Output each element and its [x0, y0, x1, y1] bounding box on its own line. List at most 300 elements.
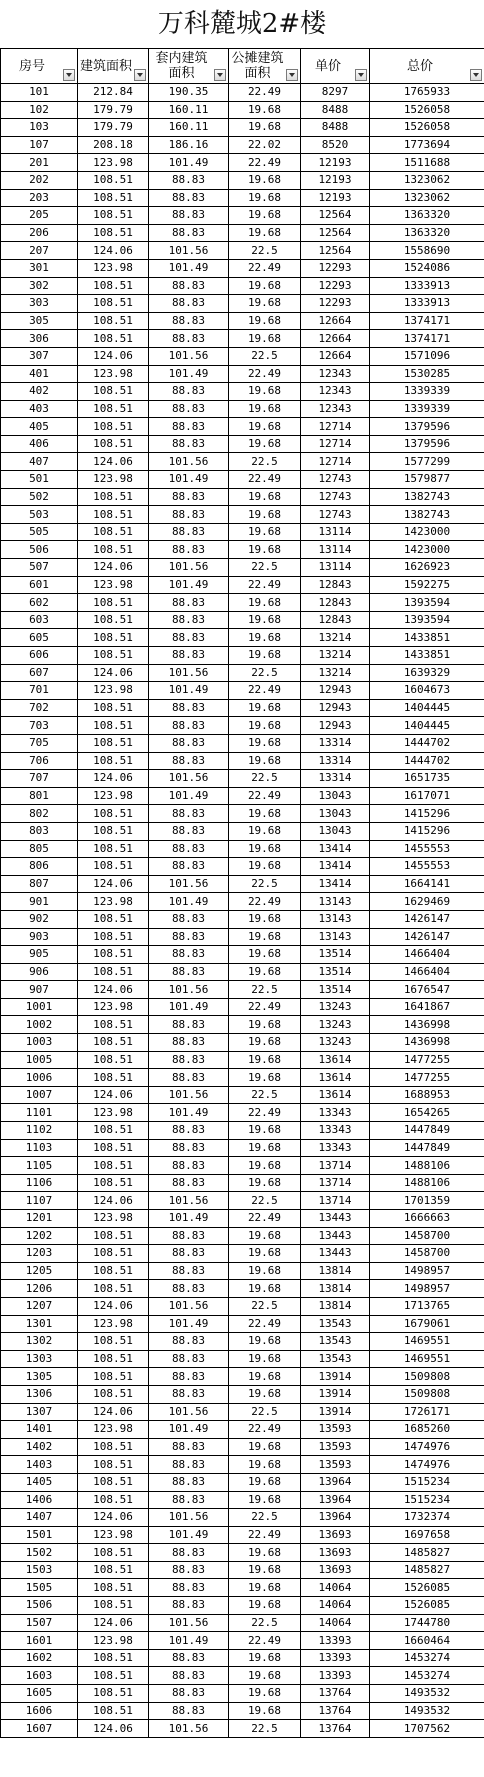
cell-shared-area[interactable]: 19.68 [229, 1333, 301, 1351]
cell-unit-price[interactable]: 12343 [301, 400, 370, 418]
cell-shared-area[interactable]: 22.5 [229, 1192, 301, 1210]
cell-inner-area[interactable]: 88.83 [149, 858, 229, 876]
cell-building-area[interactable]: 108.51 [78, 858, 149, 876]
cell-inner-area[interactable]: 88.83 [149, 1051, 229, 1069]
cell-room-no[interactable]: 1006 [1, 1069, 78, 1087]
cell-unit-price[interactable]: 12193 [301, 189, 370, 207]
cell-unit-price[interactable]: 13514 [301, 963, 370, 981]
cell-inner-area[interactable]: 88.83 [149, 383, 229, 401]
cell-total-price[interactable]: 1339339 [370, 383, 484, 401]
cell-building-area[interactable]: 108.51 [78, 1685, 149, 1703]
cell-unit-price[interactable]: 13593 [301, 1456, 370, 1474]
cell-inner-area[interactable]: 88.83 [149, 928, 229, 946]
cell-building-area[interactable]: 108.51 [78, 910, 149, 928]
cell-shared-area[interactable]: 19.68 [229, 734, 301, 752]
cell-building-area[interactable]: 108.51 [78, 1139, 149, 1157]
cell-total-price[interactable]: 1526085 [370, 1597, 484, 1615]
cell-total-price[interactable]: 1379596 [370, 418, 484, 436]
cell-total-price[interactable]: 1423000 [370, 541, 484, 559]
cell-inner-area[interactable]: 88.83 [149, 1544, 229, 1562]
cell-room-no[interactable]: 1406 [1, 1491, 78, 1509]
cell-inner-area[interactable]: 88.83 [149, 295, 229, 313]
cell-inner-area[interactable]: 101.56 [149, 770, 229, 788]
cell-inner-area[interactable]: 88.83 [149, 629, 229, 647]
cell-total-price[interactable]: 1404445 [370, 717, 484, 735]
cell-total-price[interactable]: 1382743 [370, 488, 484, 506]
cell-total-price[interactable]: 1466404 [370, 963, 484, 981]
cell-room-no[interactable]: 403 [1, 400, 78, 418]
cell-unit-price[interactable]: 13143 [301, 928, 370, 946]
cell-total-price[interactable]: 1477255 [370, 1051, 484, 1069]
cell-unit-price[interactable]: 13593 [301, 1438, 370, 1456]
cell-building-area[interactable]: 108.51 [78, 1368, 149, 1386]
cell-shared-area[interactable]: 19.68 [229, 1157, 301, 1175]
cell-room-no[interactable]: 702 [1, 699, 78, 717]
cell-total-price[interactable]: 1485827 [370, 1561, 484, 1579]
cell-building-area[interactable]: 108.51 [78, 1069, 149, 1087]
cell-unit-price[interactable]: 12564 [301, 224, 370, 242]
cell-unit-price[interactable]: 13914 [301, 1368, 370, 1386]
cell-total-price[interactable]: 1404445 [370, 699, 484, 717]
cell-inner-area[interactable]: 88.83 [149, 840, 229, 858]
cell-total-price[interactable]: 1515234 [370, 1473, 484, 1491]
cell-room-no[interactable]: 1503 [1, 1561, 78, 1579]
cell-shared-area[interactable]: 22.49 [229, 1421, 301, 1439]
cell-inner-area[interactable]: 160.11 [149, 119, 229, 137]
cell-inner-area[interactable]: 160.11 [149, 101, 229, 119]
cell-unit-price[interactable]: 12714 [301, 453, 370, 471]
cell-shared-area[interactable]: 19.68 [229, 1051, 301, 1069]
cell-total-price[interactable]: 1697658 [370, 1526, 484, 1544]
cell-room-no[interactable]: 1407 [1, 1509, 78, 1527]
cell-inner-area[interactable]: 101.56 [149, 559, 229, 577]
cell-total-price[interactable]: 1436998 [370, 1034, 484, 1052]
cell-inner-area[interactable]: 190.35 [149, 84, 229, 102]
cell-total-price[interactable]: 1558690 [370, 242, 484, 260]
cell-inner-area[interactable]: 88.83 [149, 1685, 229, 1703]
cell-unit-price[interactable]: 13143 [301, 893, 370, 911]
cell-unit-price[interactable]: 13393 [301, 1632, 370, 1650]
cell-building-area[interactable]: 124.06 [78, 347, 149, 365]
cell-room-no[interactable]: 601 [1, 576, 78, 594]
cell-shared-area[interactable]: 22.49 [229, 1526, 301, 1544]
cell-shared-area[interactable]: 19.68 [229, 928, 301, 946]
cell-building-area[interactable]: 108.51 [78, 963, 149, 981]
cell-room-no[interactable]: 207 [1, 242, 78, 260]
cell-total-price[interactable]: 1571096 [370, 347, 484, 365]
cell-total-price[interactable]: 1453274 [370, 1649, 484, 1667]
cell-unit-price[interactable]: 12843 [301, 594, 370, 612]
cell-total-price[interactable]: 1436998 [370, 1016, 484, 1034]
cell-unit-price[interactable]: 13714 [301, 1174, 370, 1192]
cell-inner-area[interactable]: 88.83 [149, 1333, 229, 1351]
cell-room-no[interactable]: 205 [1, 207, 78, 225]
cell-building-area[interactable]: 108.51 [78, 224, 149, 242]
cell-shared-area[interactable]: 19.68 [229, 1456, 301, 1474]
cell-inner-area[interactable]: 101.49 [149, 1632, 229, 1650]
cell-inner-area[interactable]: 88.83 [149, 1122, 229, 1140]
cell-shared-area[interactable]: 19.68 [229, 523, 301, 541]
cell-unit-price[interactable]: 14064 [301, 1597, 370, 1615]
cell-unit-price[interactable]: 13443 [301, 1227, 370, 1245]
cell-unit-price[interactable]: 13043 [301, 787, 370, 805]
cell-total-price[interactable]: 1524086 [370, 259, 484, 277]
cell-building-area[interactable]: 108.51 [78, 1174, 149, 1192]
cell-inner-area[interactable]: 101.56 [149, 347, 229, 365]
cell-building-area[interactable]: 108.51 [78, 629, 149, 647]
cell-unit-price[interactable]: 13814 [301, 1262, 370, 1280]
cell-building-area[interactable]: 108.51 [78, 1385, 149, 1403]
cell-shared-area[interactable]: 19.68 [229, 717, 301, 735]
cell-total-price[interactable]: 1339339 [370, 400, 484, 418]
cell-inner-area[interactable]: 88.83 [149, 1069, 229, 1087]
cell-unit-price[interactable]: 13693 [301, 1526, 370, 1544]
cell-room-no[interactable]: 806 [1, 858, 78, 876]
cell-room-no[interactable]: 1002 [1, 1016, 78, 1034]
cell-building-area[interactable]: 124.06 [78, 1192, 149, 1210]
cell-total-price[interactable]: 1333913 [370, 277, 484, 295]
cell-inner-area[interactable]: 88.83 [149, 1491, 229, 1509]
cell-inner-area[interactable]: 88.83 [149, 1667, 229, 1685]
cell-shared-area[interactable]: 22.5 [229, 347, 301, 365]
cell-unit-price[interactable]: 12743 [301, 471, 370, 489]
cell-total-price[interactable]: 1773694 [370, 136, 484, 154]
cell-room-no[interactable]: 101 [1, 84, 78, 102]
cell-room-no[interactable]: 1201 [1, 1210, 78, 1228]
cell-shared-area[interactable]: 19.68 [229, 1579, 301, 1597]
cell-shared-area[interactable]: 19.68 [229, 805, 301, 823]
cell-shared-area[interactable]: 22.5 [229, 453, 301, 471]
cell-shared-area[interactable]: 22.5 [229, 1614, 301, 1632]
cell-building-area[interactable]: 108.51 [78, 1350, 149, 1368]
cell-inner-area[interactable]: 88.83 [149, 189, 229, 207]
cell-building-area[interactable]: 108.51 [78, 1649, 149, 1667]
cell-shared-area[interactable]: 19.68 [229, 224, 301, 242]
cell-shared-area[interactable]: 19.68 [229, 171, 301, 189]
cell-shared-area[interactable]: 22.5 [229, 1509, 301, 1527]
cell-unit-price[interactable]: 13514 [301, 946, 370, 964]
cell-shared-area[interactable]: 19.68 [229, 1034, 301, 1052]
cell-building-area[interactable]: 108.51 [78, 1051, 149, 1069]
cell-shared-area[interactable]: 19.68 [229, 1667, 301, 1685]
cell-room-no[interactable]: 607 [1, 664, 78, 682]
cell-inner-area[interactable]: 88.83 [149, 1280, 229, 1298]
cell-inner-area[interactable]: 88.83 [149, 1139, 229, 1157]
cell-inner-area[interactable]: 101.56 [149, 1086, 229, 1104]
cell-room-no[interactable]: 1301 [1, 1315, 78, 1333]
cell-shared-area[interactable]: 19.68 [229, 1350, 301, 1368]
cell-total-price[interactable]: 1493532 [370, 1685, 484, 1703]
cell-unit-price[interactable]: 8488 [301, 119, 370, 137]
cell-inner-area[interactable]: 88.83 [149, 963, 229, 981]
cell-shared-area[interactable]: 22.5 [229, 559, 301, 577]
cell-unit-price[interactable]: 12943 [301, 717, 370, 735]
cell-room-no[interactable]: 1605 [1, 1685, 78, 1703]
cell-room-no[interactable]: 1007 [1, 1086, 78, 1104]
cell-shared-area[interactable]: 22.49 [229, 365, 301, 383]
cell-total-price[interactable]: 1629469 [370, 893, 484, 911]
cell-shared-area[interactable]: 19.68 [229, 1368, 301, 1386]
cell-room-no[interactable]: 1203 [1, 1245, 78, 1263]
cell-building-area[interactable]: 108.51 [78, 1034, 149, 1052]
cell-inner-area[interactable]: 101.49 [149, 471, 229, 489]
cell-total-price[interactable]: 1455553 [370, 840, 484, 858]
cell-unit-price[interactable]: 13214 [301, 664, 370, 682]
cell-inner-area[interactable]: 186.16 [149, 136, 229, 154]
cell-unit-price[interactable]: 13764 [301, 1720, 370, 1738]
cell-inner-area[interactable]: 88.83 [149, 400, 229, 418]
cell-building-area[interactable]: 108.51 [78, 647, 149, 665]
cell-inner-area[interactable]: 88.83 [149, 699, 229, 717]
cell-total-price[interactable]: 1530285 [370, 365, 484, 383]
cell-building-area[interactable]: 108.51 [78, 295, 149, 313]
cell-unit-price[interactable]: 13343 [301, 1104, 370, 1122]
cell-inner-area[interactable]: 88.83 [149, 224, 229, 242]
cell-unit-price[interactable]: 13443 [301, 1245, 370, 1263]
cell-building-area[interactable]: 123.98 [78, 1210, 149, 1228]
cell-inner-area[interactable]: 88.83 [149, 1438, 229, 1456]
cell-total-price[interactable]: 1744780 [370, 1614, 484, 1632]
cell-room-no[interactable]: 306 [1, 330, 78, 348]
cell-shared-area[interactable]: 19.68 [229, 1069, 301, 1087]
cell-shared-area[interactable]: 19.68 [229, 506, 301, 524]
cell-shared-area[interactable]: 19.68 [229, 1227, 301, 1245]
cell-building-area[interactable]: 108.51 [78, 435, 149, 453]
cell-shared-area[interactable]: 19.68 [229, 101, 301, 119]
cell-total-price[interactable]: 1447849 [370, 1122, 484, 1140]
cell-inner-area[interactable]: 88.83 [149, 1350, 229, 1368]
cell-unit-price[interactable]: 13393 [301, 1649, 370, 1667]
cell-unit-price[interactable]: 13964 [301, 1509, 370, 1527]
cell-shared-area[interactable]: 19.68 [229, 629, 301, 647]
cell-inner-area[interactable]: 88.83 [149, 312, 229, 330]
cell-building-area[interactable]: 108.51 [78, 822, 149, 840]
cell-total-price[interactable]: 1379596 [370, 435, 484, 453]
cell-room-no[interactable]: 1202 [1, 1227, 78, 1245]
cell-building-area[interactable]: 212.84 [78, 84, 149, 102]
cell-shared-area[interactable]: 22.49 [229, 682, 301, 700]
cell-inner-area[interactable]: 88.83 [149, 647, 229, 665]
cell-shared-area[interactable]: 19.68 [229, 1280, 301, 1298]
cell-building-area[interactable]: 108.51 [78, 506, 149, 524]
cell-inner-area[interactable]: 88.83 [149, 1597, 229, 1615]
cell-unit-price[interactable]: 13543 [301, 1315, 370, 1333]
cell-total-price[interactable]: 1426147 [370, 910, 484, 928]
cell-inner-area[interactable]: 101.49 [149, 1315, 229, 1333]
cell-total-price[interactable]: 1444702 [370, 734, 484, 752]
cell-unit-price[interactable]: 12343 [301, 365, 370, 383]
cell-total-price[interactable]: 1511688 [370, 154, 484, 172]
cell-building-area[interactable]: 123.98 [78, 1526, 149, 1544]
cell-inner-area[interactable]: 88.83 [149, 734, 229, 752]
cell-total-price[interactable]: 1488106 [370, 1157, 484, 1175]
cell-room-no[interactable]: 807 [1, 875, 78, 893]
cell-unit-price[interactable]: 13214 [301, 647, 370, 665]
cell-building-area[interactable]: 124.06 [78, 1297, 149, 1315]
cell-building-area[interactable]: 124.06 [78, 875, 149, 893]
cell-building-area[interactable]: 108.51 [78, 418, 149, 436]
cell-building-area[interactable]: 123.98 [78, 1632, 149, 1650]
cell-shared-area[interactable]: 19.68 [229, 295, 301, 313]
cell-unit-price[interactable]: 12293 [301, 295, 370, 313]
cell-shared-area[interactable]: 22.49 [229, 1315, 301, 1333]
cell-unit-price[interactable]: 12714 [301, 435, 370, 453]
cell-shared-area[interactable]: 19.68 [229, 1262, 301, 1280]
cell-shared-area[interactable]: 19.68 [229, 1649, 301, 1667]
cell-inner-area[interactable]: 88.83 [149, 1385, 229, 1403]
cell-building-area[interactable]: 108.51 [78, 541, 149, 559]
cell-inner-area[interactable]: 88.83 [149, 1368, 229, 1386]
cell-building-area[interactable]: 108.51 [78, 1122, 149, 1140]
cell-unit-price[interactable]: 13543 [301, 1350, 370, 1368]
cell-unit-price[interactable]: 13593 [301, 1421, 370, 1439]
cell-shared-area[interactable]: 22.49 [229, 1632, 301, 1650]
cell-room-no[interactable]: 902 [1, 910, 78, 928]
cell-total-price[interactable]: 1713765 [370, 1297, 484, 1315]
cell-room-no[interactable]: 501 [1, 471, 78, 489]
cell-shared-area[interactable]: 22.49 [229, 471, 301, 489]
cell-inner-area[interactable]: 88.83 [149, 418, 229, 436]
cell-unit-price[interactable]: 13243 [301, 998, 370, 1016]
cell-total-price[interactable]: 1660464 [370, 1632, 484, 1650]
cell-inner-area[interactable]: 88.83 [149, 1174, 229, 1192]
cell-room-no[interactable]: 803 [1, 822, 78, 840]
cell-inner-area[interactable]: 101.49 [149, 998, 229, 1016]
cell-room-no[interactable]: 1302 [1, 1333, 78, 1351]
cell-unit-price[interactable]: 13814 [301, 1297, 370, 1315]
cell-building-area[interactable]: 108.51 [78, 312, 149, 330]
cell-building-area[interactable]: 108.51 [78, 1280, 149, 1298]
cell-building-area[interactable]: 108.51 [78, 594, 149, 612]
cell-shared-area[interactable]: 22.5 [229, 1720, 301, 1738]
cell-total-price[interactable]: 1732374 [370, 1509, 484, 1527]
cell-shared-area[interactable]: 22.49 [229, 1104, 301, 1122]
cell-building-area[interactable]: 108.51 [78, 1561, 149, 1579]
cell-building-area[interactable]: 108.51 [78, 928, 149, 946]
cell-unit-price[interactable]: 13314 [301, 734, 370, 752]
cell-inner-area[interactable]: 88.83 [149, 277, 229, 295]
cell-room-no[interactable]: 706 [1, 752, 78, 770]
cell-building-area[interactable]: 108.51 [78, 1438, 149, 1456]
cell-shared-area[interactable]: 22.5 [229, 875, 301, 893]
cell-room-no[interactable]: 1501 [1, 1526, 78, 1544]
cell-shared-area[interactable]: 22.49 [229, 787, 301, 805]
cell-shared-area[interactable]: 19.68 [229, 119, 301, 137]
cell-shared-area[interactable]: 22.49 [229, 259, 301, 277]
cell-room-no[interactable]: 503 [1, 506, 78, 524]
cell-inner-area[interactable]: 101.56 [149, 1403, 229, 1421]
cell-building-area[interactable]: 179.79 [78, 101, 149, 119]
cell-total-price[interactable]: 1393594 [370, 594, 484, 612]
cell-room-no[interactable]: 1003 [1, 1034, 78, 1052]
cell-room-no[interactable]: 1205 [1, 1262, 78, 1280]
cell-unit-price[interactable]: 12843 [301, 611, 370, 629]
cell-inner-area[interactable]: 88.83 [149, 1245, 229, 1263]
cell-total-price[interactable]: 1498957 [370, 1262, 484, 1280]
cell-building-area[interactable]: 124.06 [78, 1720, 149, 1738]
cell-room-no[interactable]: 1306 [1, 1385, 78, 1403]
cell-shared-area[interactable]: 19.68 [229, 1561, 301, 1579]
cell-inner-area[interactable]: 88.83 [149, 611, 229, 629]
cell-inner-area[interactable]: 88.83 [149, 752, 229, 770]
cell-building-area[interactable]: 123.98 [78, 998, 149, 1016]
filter-dropdown-icon[interactable] [134, 69, 146, 81]
cell-room-no[interactable]: 1405 [1, 1473, 78, 1491]
cell-room-no[interactable]: 1401 [1, 1421, 78, 1439]
cell-shared-area[interactable]: 19.68 [229, 1385, 301, 1403]
cell-room-no[interactable]: 303 [1, 295, 78, 313]
cell-shared-area[interactable]: 22.5 [229, 1403, 301, 1421]
cell-shared-area[interactable]: 19.68 [229, 277, 301, 295]
cell-unit-price[interactable]: 13964 [301, 1491, 370, 1509]
cell-building-area[interactable]: 108.51 [78, 1579, 149, 1597]
cell-inner-area[interactable]: 88.83 [149, 435, 229, 453]
cell-total-price[interactable]: 1474976 [370, 1456, 484, 1474]
cell-unit-price[interactable]: 13243 [301, 1016, 370, 1034]
cell-inner-area[interactable]: 101.56 [149, 1509, 229, 1527]
cell-total-price[interactable]: 1323062 [370, 171, 484, 189]
cell-unit-price[interactable]: 12943 [301, 699, 370, 717]
cell-room-no[interactable]: 1507 [1, 1614, 78, 1632]
cell-unit-price[interactable]: 13914 [301, 1403, 370, 1421]
cell-inner-area[interactable]: 88.83 [149, 1016, 229, 1034]
cell-room-no[interactable]: 1105 [1, 1157, 78, 1175]
cell-inner-area[interactable]: 101.49 [149, 1104, 229, 1122]
cell-room-no[interactable]: 907 [1, 981, 78, 999]
cell-inner-area[interactable]: 88.83 [149, 822, 229, 840]
cell-total-price[interactable]: 1707562 [370, 1720, 484, 1738]
cell-building-area[interactable]: 108.51 [78, 488, 149, 506]
cell-building-area[interactable]: 108.51 [78, 805, 149, 823]
cell-total-price[interactable]: 1679061 [370, 1315, 484, 1333]
cell-inner-area[interactable]: 101.49 [149, 365, 229, 383]
cell-unit-price[interactable]: 12664 [301, 312, 370, 330]
cell-total-price[interactable]: 1433851 [370, 629, 484, 647]
cell-inner-area[interactable]: 88.83 [149, 171, 229, 189]
cell-building-area[interactable]: 124.06 [78, 981, 149, 999]
cell-building-area[interactable]: 108.51 [78, 1227, 149, 1245]
cell-inner-area[interactable]: 88.83 [149, 541, 229, 559]
cell-shared-area[interactable]: 19.68 [229, 1122, 301, 1140]
cell-inner-area[interactable]: 88.83 [149, 523, 229, 541]
cell-building-area[interactable]: 108.51 [78, 1262, 149, 1280]
cell-room-no[interactable]: 1307 [1, 1403, 78, 1421]
cell-unit-price[interactable]: 13114 [301, 523, 370, 541]
cell-total-price[interactable]: 1604673 [370, 682, 484, 700]
cell-unit-price[interactable]: 13314 [301, 752, 370, 770]
cell-inner-area[interactable]: 88.83 [149, 946, 229, 964]
cell-inner-area[interactable]: 101.56 [149, 453, 229, 471]
cell-total-price[interactable]: 1466404 [370, 946, 484, 964]
cell-total-price[interactable]: 1323062 [370, 189, 484, 207]
cell-building-area[interactable]: 108.51 [78, 611, 149, 629]
cell-building-area[interactable]: 123.98 [78, 682, 149, 700]
cell-building-area[interactable]: 108.51 [78, 330, 149, 348]
cell-room-no[interactable]: 502 [1, 488, 78, 506]
cell-building-area[interactable]: 108.51 [78, 1456, 149, 1474]
cell-room-no[interactable]: 402 [1, 383, 78, 401]
cell-room-no[interactable]: 401 [1, 365, 78, 383]
cell-room-no[interactable]: 1305 [1, 1368, 78, 1386]
cell-total-price[interactable]: 1469551 [370, 1333, 484, 1351]
cell-room-no[interactable]: 703 [1, 717, 78, 735]
cell-shared-area[interactable]: 19.68 [229, 1702, 301, 1720]
cell-room-no[interactable]: 103 [1, 119, 78, 137]
cell-unit-price[interactable]: 13693 [301, 1544, 370, 1562]
cell-room-no[interactable]: 505 [1, 523, 78, 541]
cell-shared-area[interactable]: 22.49 [229, 576, 301, 594]
cell-unit-price[interactable]: 13614 [301, 1069, 370, 1087]
